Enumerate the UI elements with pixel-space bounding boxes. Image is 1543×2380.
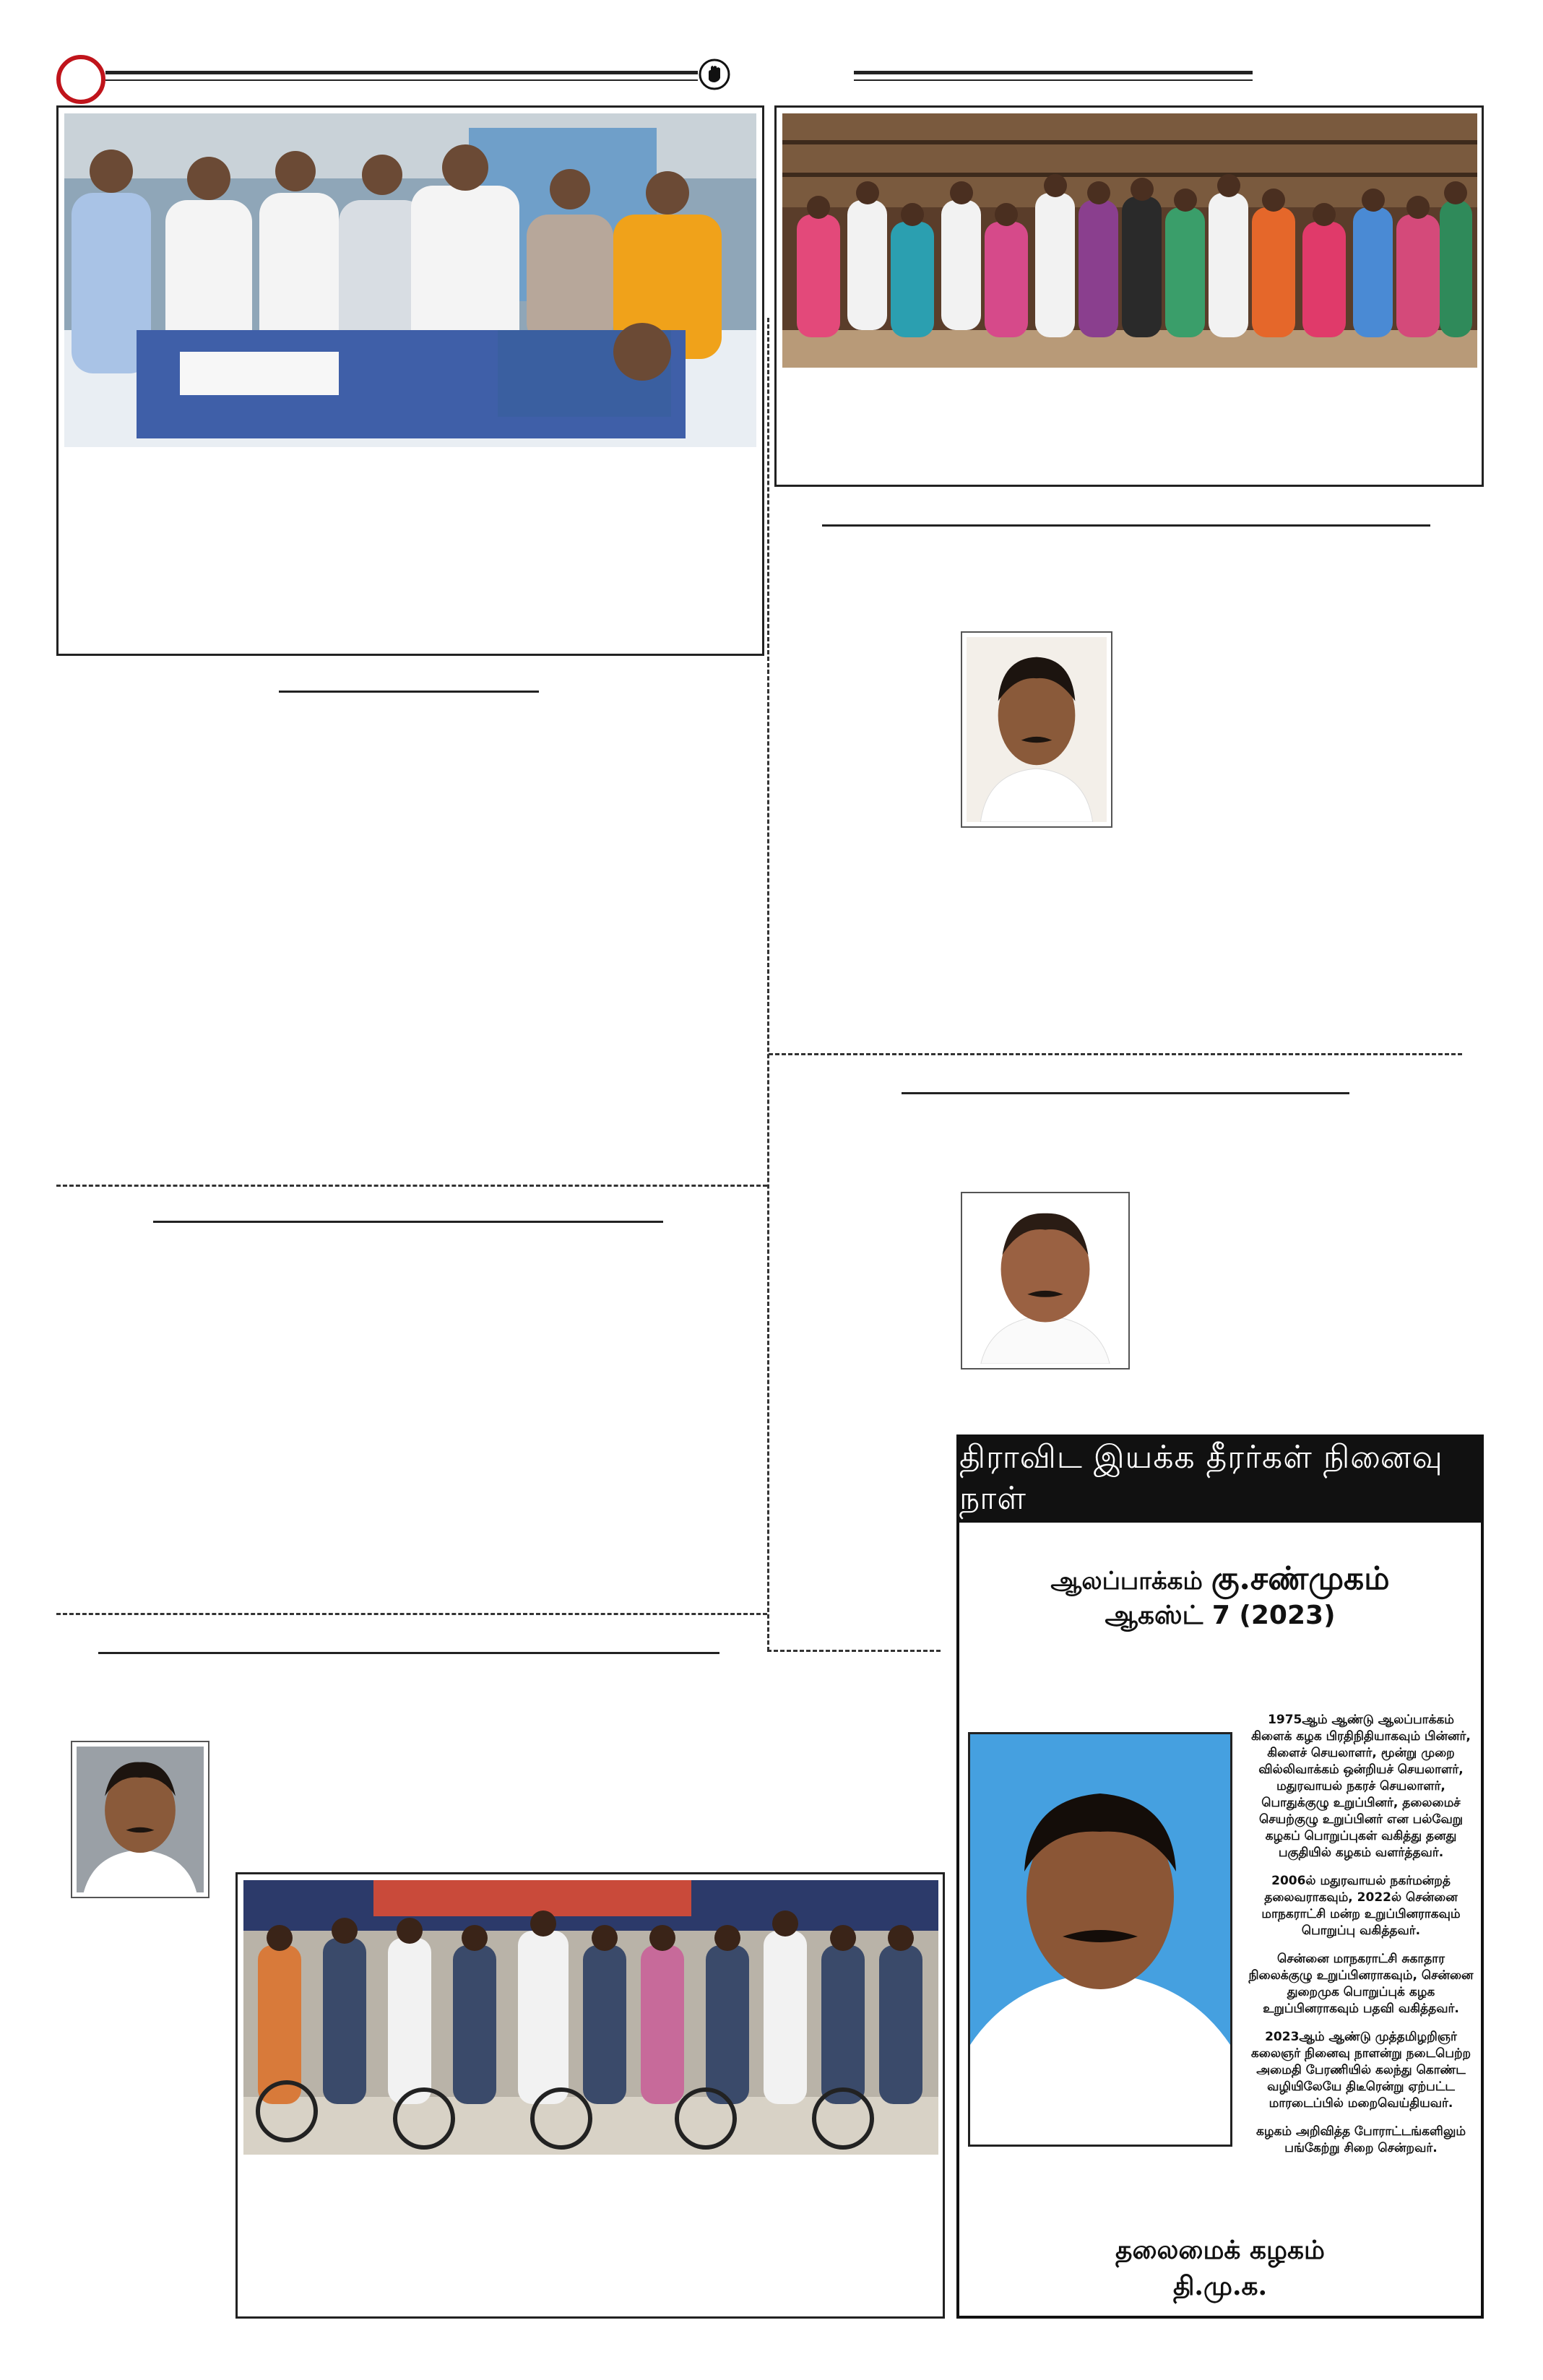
masthead-circle-emblem — [56, 55, 105, 104]
award-ceremony-story-frame — [774, 105, 1484, 487]
section-divider-3 — [769, 1053, 1462, 1055]
masthead-rule-right-thin — [854, 79, 1253, 81]
memorial-signature — [959, 2232, 1481, 2304]
headline-rule-5 — [902, 1092, 1349, 1094]
hospital-visit-photo — [64, 113, 756, 447]
memorial-name-main: கு.சண்முகம் — [1211, 1560, 1390, 1597]
masthead-rule-left-thin — [105, 79, 698, 81]
bicycle-distribution-photo — [243, 1880, 938, 2155]
hospital-visit-story-frame — [56, 105, 764, 656]
section-divider-4 — [767, 1650, 941, 1652]
bio-paragraph-1: 1975ஆம் ஆண்டு ஆலப்பாக்கம் கிளைக் கழக பிரதிநிதியாகவும் பின்னர், கிளைச் செயலாளர், மூன்று முறை வில்லிவாக்கம் ஒன்றியச் செயலாளர், மதுரவாயல் நகரச் செயலாளர், பொதுக்குழு உறுப்பினர், தலைமைச் செயற்குழு உறுப்பினர் என பல்வேறு கழகப் பொறுப்புகள் வகித்து தனது பகுதியில் கழகம் வளர்த்தவர். — [1251, 1713, 1471, 1860]
headline-rule-2 — [153, 1221, 663, 1223]
award-ceremony-photo — [782, 113, 1477, 368]
headline-rule-3 — [98, 1652, 719, 1654]
memorial-date: ஆகஸ்ட் 7 (2023) — [1105, 1601, 1336, 1630]
column-divider — [767, 318, 769, 1651]
bio-paragraph-3: சென்னை மாநகராட்சி சுகாதார நிலைக்குழு உறுப்பினராகவும், சென்னை துறைமுக பொறுப்புக் கழக உறுப்பினராகவும் பதவி வகித்தவர். — [1248, 1952, 1474, 2016]
memorial-biography — [1247, 1712, 1475, 2168]
bicycle-distribution-story-frame — [235, 1872, 945, 2319]
portrait-photo-2 — [961, 1192, 1130, 1369]
headline-rule-4 — [822, 524, 1430, 527]
memorial-heading: திராவிட இயக்க தீரர்கள் நினைவு நாள் — [959, 1437, 1481, 1523]
headline-rule-1 — [279, 691, 539, 693]
bio-paragraph-5: கழகம் அறிவித்த போராட்டங்களிலும் பங்கேற்று சிறை சென்றவர். — [1255, 2124, 1466, 2155]
portrait-photo-1 — [961, 631, 1112, 828]
section-divider-1 — [56, 1185, 767, 1187]
signature-line-1: தலைமைக் கழகம் — [1115, 2235, 1325, 2265]
bio-paragraph-4: 2023ஆம் ஆண்டு முத்தமிழறிஞர் கலைஞர் நினைவு நாளன்று நடைபெற்ற அமைதி பேரணியில் கலந்து கொண்ட வழியிலேயே திடீரென்று ஏற்பட்ட மாரடைப்பில் மறைவெய்தியவர். — [1250, 2030, 1471, 2111]
masthead-rule-left — [105, 71, 698, 74]
bio-paragraph-2: 2006ல் மதுரவாயல் நகர்மன்றத் தலைவராகவும், 2022ல் சென்னை மாநகராட்சி மன்ற உறுப்பினராகவும் பொறுப்பு வகித்தவர். — [1261, 1874, 1461, 1938]
memorial-name — [959, 1560, 1481, 1601]
memorial-portrait — [968, 1732, 1232, 2147]
signature-line-2: தி.மு.க. — [1172, 2271, 1268, 2301]
portrait-photo-3 — [71, 1741, 209, 1898]
memorial-notice-box — [956, 1435, 1484, 2319]
section-divider-2 — [56, 1613, 767, 1615]
hand-emblem-icon — [698, 58, 731, 91]
masthead-rule-right — [854, 71, 1253, 74]
memorial-name-prefix: ஆலப்பாக்கம் — [1050, 1567, 1203, 1596]
